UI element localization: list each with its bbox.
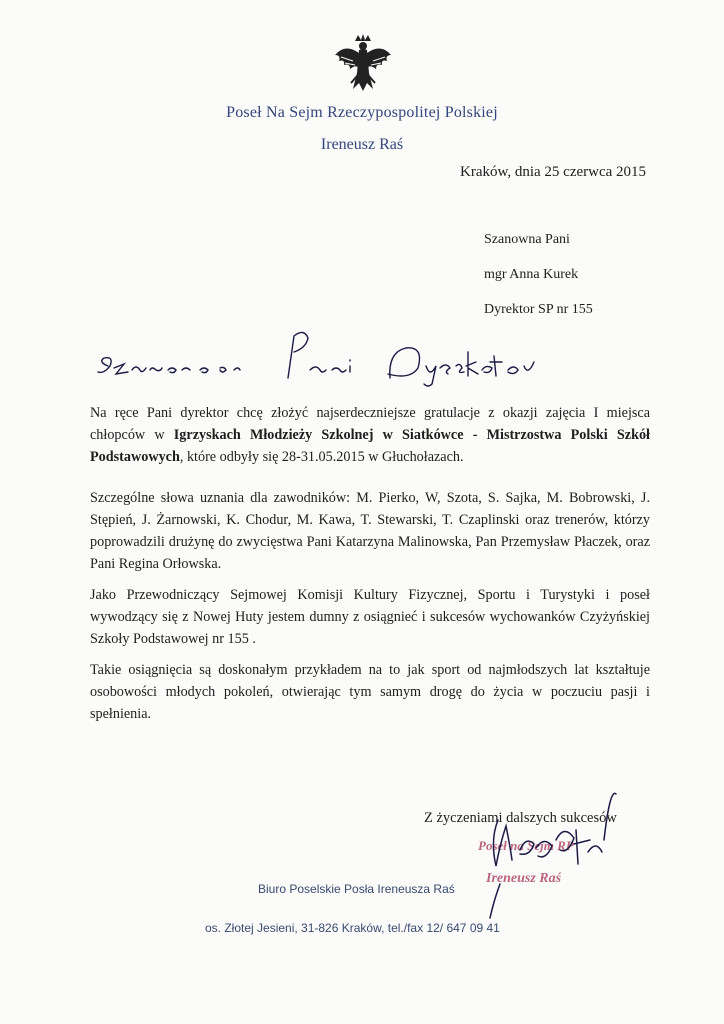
letterhead-name: Ireneusz Raś [320, 136, 404, 153]
paragraph-1-text-a: Na ręce Pani dyrektor chcę złożyć najserdeczniejsze gratulacje z okazji zajęcia I miejsca chłopców w [90, 405, 650, 443]
handwritten-signature [470, 780, 620, 920]
handwritten-greeting [88, 322, 548, 392]
recipient-salutation: Szanowna Pani [484, 232, 570, 247]
svg-text:Ireneusz Raś: Ireneusz Raś [486, 871, 562, 886]
paragraph-1-bold-event: Igrzyskach Młodzieży Szkolnej w Siatkówce - Mistrzostwa Polski Szkół Podstawowych [90, 427, 650, 465]
polish-eagle-emblem-icon [333, 33, 393, 103]
paragraph-1 [90, 402, 650, 468]
paragraph-4: Takie osiągnięcia są doskonałym przykładem na to jak sport od najmłodszych lat kształtuje osobowości młodych pokoleń, otwierając tym samym drogę do życia w poczuciu pasji i spełnienia. [90, 662, 650, 722]
recipient-name: mgr Anna Kurek [484, 267, 579, 282]
letter-date: Kraków, dnia 25 czerwca 2015 [460, 164, 647, 180]
letterhead-title: Poseł Na Sejm Rzeczypospolitej Polskiej [226, 104, 498, 121]
footer-office: Biuro Poselskie Posła Ireneusza Raś [258, 882, 455, 896]
footer-address: os. Złotej Jesieni, 31-826 Kraków, tel./fax 12/ 647 09 41 [205, 921, 500, 935]
paragraph-2: Szczególne słowa uznania dla zawodników: M. Pierko, W, Szota, S. Sajka, M. Bobrowski, J. Stępień, J. Żarnowski, K. Chodur, M. Kawa, T. Stewarski, T. Czaplinski oraz trenerów, którzy poprowadzili drużynę do zwycięstwa Pani Katarzyna Malinowska, Pan Przemysław Płaczek, oraz Pani Regina Orłowska. [90, 490, 650, 572]
closing-wish: Z życzeniami dalszych sukcesów [424, 810, 617, 826]
recipient-title: Dyrektor SP nr 155 [484, 302, 593, 317]
svg-text:Poseł na Sejm RP: Poseł na Sejm RP [478, 838, 574, 853]
paragraph-1-text-b: , które odbyły się 28-31.05.2015 w Głuchołazach. [179, 449, 464, 465]
paragraph-3: Jako Przewodniczący Sejmowej Komisji Kultury Fizycznej, Sportu i Turystyki i poseł wywodzący się z Nowej Huty jestem dumny z osiągnieć i sukcesów wychowanków Czyżyńskiej Szkoły Podstawowej nr 155 . [90, 587, 650, 647]
